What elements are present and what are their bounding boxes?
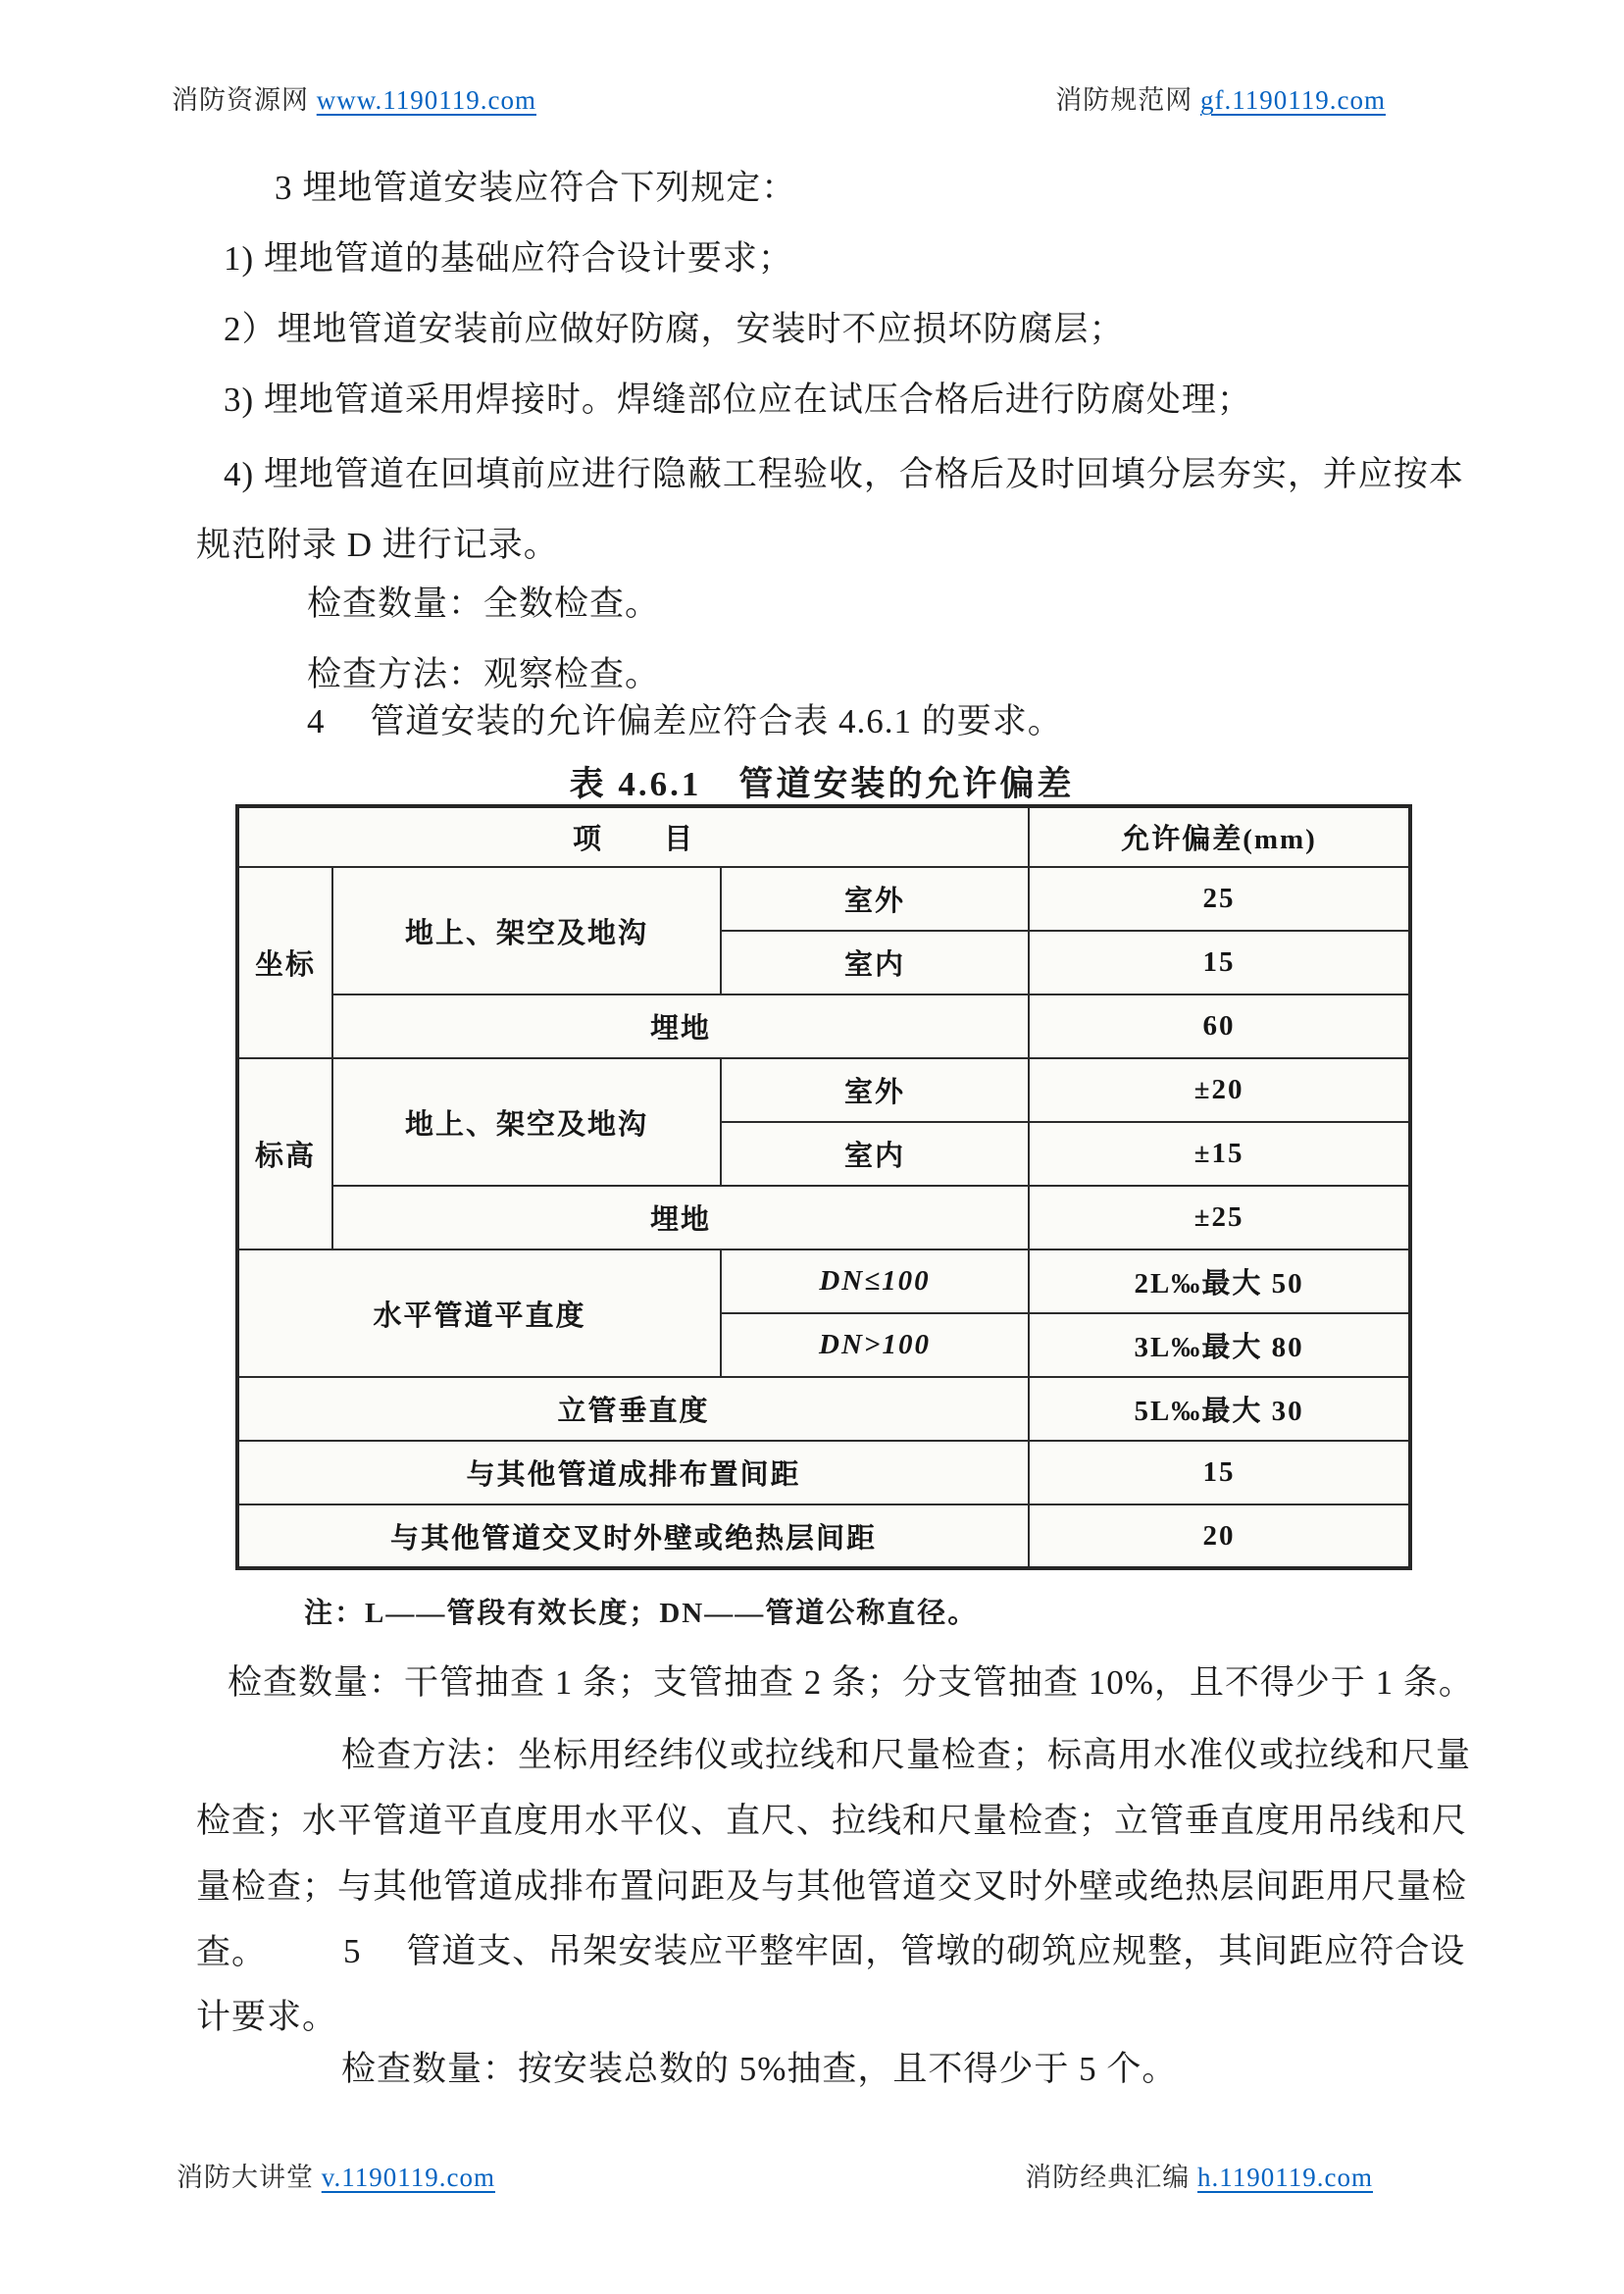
table-title: 表 4.6.1 管道安装的允许偏差 [569, 765, 1075, 803]
header-left [172, 78, 536, 117]
header-right-link[interactable]: gf.1190119.com [1200, 85, 1386, 115]
cell-zuobiao: 坐标 [237, 867, 332, 1058]
header-left-link[interactable]: www.1190119.com [316, 85, 536, 115]
clause-3-item-4: 4) 埋地管道在回填前应进行隐蔽工程验收，合格后及时回填分层夯实，并应按本规范附录 D 进行记录。 [196, 455, 1464, 564]
cell-row-spacing-val: 15 [1029, 1441, 1410, 1504]
check-method-observe: 检查方法：观察检查。 [307, 655, 661, 693]
cell-bg-buried-val: ±25 [1029, 1186, 1410, 1249]
clause-3-item-2: 2）埋地管道安装前应做好防腐，安装时不应损坏防腐层； [224, 310, 1125, 348]
footer-left-link[interactable]: v.1190119.com [321, 2163, 495, 2192]
cell-row-spacing: 与其他管道成排布置间距 [237, 1441, 1029, 1504]
cell-zb-buried: 埋地 [332, 994, 1029, 1058]
cell-bg-indoor: 室内 [721, 1122, 1029, 1186]
clause-3-item-1: 1) 埋地管道的基础应符合设计要求； [224, 239, 793, 278]
table-row [237, 1249, 1410, 1313]
table-row [237, 994, 1410, 1058]
table-header-deviation: 允许偏差(mm) [1029, 806, 1410, 867]
page-footer [0, 2156, 1624, 2194]
cell-zb-outdoor: 室外 [721, 867, 1029, 931]
cell-zb-indoor-val: 15 [1029, 931, 1410, 994]
table-header-item: 项 目 [237, 806, 1029, 867]
check-quantity-all: 检查数量：全数检查。 [307, 585, 661, 623]
cell-bg-buried: 埋地 [332, 1186, 1029, 1249]
cell-cross-spacing: 与其他管道交叉时外壁或绝热层间距 [237, 1504, 1029, 1568]
table-row [237, 1058, 1410, 1122]
check-quantity-supports: 检查数量：按安装总数的 5%抽查，且不得少于 5 个。 [341, 2050, 1178, 2088]
cell-biaogao-group: 地上、架空及地沟 [332, 1058, 721, 1186]
table-row [237, 1377, 1410, 1441]
table-row [237, 1186, 1410, 1249]
cell-vertical-straightness: 立管垂直度 [237, 1377, 1029, 1441]
footer-right [1025, 2156, 1373, 2194]
cell-bg-outdoor: 室外 [721, 1058, 1029, 1122]
cell-zb-buried-val: 60 [1029, 994, 1410, 1058]
cell-biaogao: 标高 [237, 1058, 332, 1249]
cell-zuobiao-group: 地上、架空及地沟 [332, 867, 721, 994]
table-row [237, 867, 1410, 931]
cell-dn-small-val: 2L‰最大 50 [1029, 1249, 1410, 1313]
footer-left-label: 消防大讲堂 [177, 2163, 314, 2192]
header-right [1055, 78, 1386, 117]
table-row [237, 1441, 1410, 1504]
cell-vertical-val: 5L‰最大 30 [1029, 1377, 1410, 1441]
clause-4: 4 管道安装的允许偏差应符合表 4.6.1 的要求。 [307, 702, 1063, 740]
clause-3-item-3: 3) 埋地管道采用焊接时。焊缝部位应在试压合格后进行防腐处理； [224, 381, 1252, 419]
tolerance-table [235, 804, 1412, 1570]
table-row [237, 806, 1410, 867]
cell-horizontal-straightness: 水平管道平直度 [237, 1249, 721, 1377]
footer-left [177, 2156, 495, 2194]
cell-bg-indoor-val: ±15 [1029, 1122, 1410, 1186]
cell-dn-large-val: 3L‰最大 80 [1029, 1313, 1410, 1377]
check-quantity-pipes: 检查数量：干管抽查 1 条；支管抽查 2 条；分支管抽查 10%，且不得少于 1 条。 [228, 1663, 1474, 1702]
header-right-label: 消防规范网 [1055, 85, 1193, 115]
cell-cross-spacing-val: 20 [1029, 1504, 1410, 1568]
header-left-label: 消防资源网 [172, 85, 309, 115]
footer-right-label: 消防经典汇编 [1025, 2163, 1191, 2192]
cell-bg-outdoor-val: ±20 [1029, 1058, 1410, 1122]
table-row [237, 1504, 1410, 1568]
cell-zb-outdoor-val: 25 [1029, 867, 1410, 931]
cell-dn-large: DN>100 [721, 1313, 1029, 1377]
table-note: 注：L——管段有效长度；DN——管道公称直径。 [304, 1598, 979, 1629]
clause-3: 3 埋地管道安装应符合下列规定： [275, 169, 797, 207]
cell-zb-indoor: 室内 [721, 931, 1029, 994]
clause-5: 5 管道支、吊架安装应平整牢固，管墩的砌筑应规整，其间距应符合设计要求。 [196, 1932, 1466, 2036]
cell-dn-small: DN≤100 [721, 1249, 1029, 1313]
footer-right-link[interactable]: h.1190119.com [1197, 2163, 1373, 2192]
page-header [0, 78, 1624, 117]
check-method-detail: 检查方法：坐标用经纬仪或拉线和尺量检查；标高用水准仪或拉线和尺量检查；水平管道平直度用水平仪、直尺、拉线和尺量检查；立管垂直度用吊线和尺量检查；与其他管道成排布置问距及与其他管道交叉时外壁或绝热层间距用尺量检查。 [196, 1736, 1472, 1971]
